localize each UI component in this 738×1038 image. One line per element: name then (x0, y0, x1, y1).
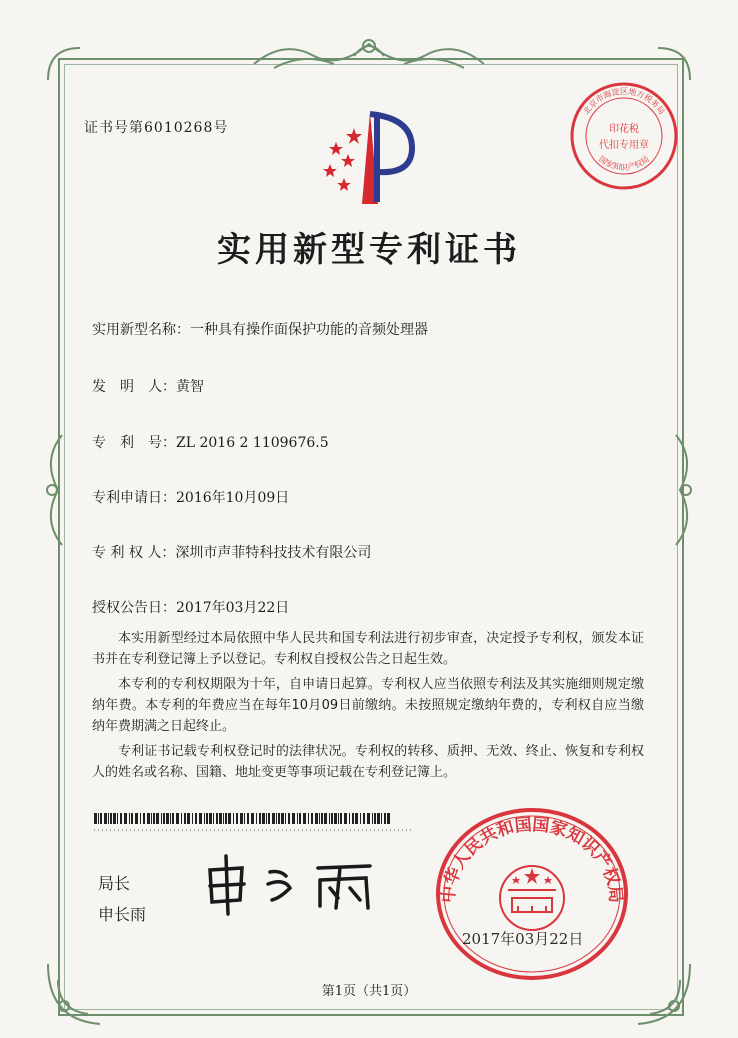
seal-date: 2017年03月22日 (462, 930, 584, 948)
barcode-bar (276, 813, 277, 824)
barcode-bar (206, 813, 208, 824)
barcode-bar (311, 813, 313, 824)
barcode-bar (262, 813, 265, 824)
barcode-bar (259, 813, 261, 824)
barcode-bar (94, 813, 97, 824)
tax-stamp-seal (568, 80, 680, 192)
barcode-bar (124, 813, 127, 824)
right-ornament (670, 430, 700, 550)
tax-stamp-ring-path: 北京市海淀区地方税务局 (581, 87, 667, 117)
patent-number-label: 专 利 号： (92, 435, 176, 451)
field-utility-name (92, 319, 428, 339)
barcode-bar (187, 813, 190, 824)
barcode-bar (329, 813, 330, 824)
barcode-bar (135, 813, 138, 824)
barcode-bar (120, 813, 122, 824)
top-ornament (244, 34, 494, 74)
barcode-bar (319, 813, 320, 824)
certificate-number: 证书号第6010268号 (84, 120, 229, 136)
barcode-bar (117, 813, 118, 824)
barcode-bar (355, 813, 358, 824)
inventor-value: 黄智 (176, 379, 204, 395)
barcode-bar (352, 813, 354, 824)
barcode-bar (344, 813, 347, 824)
barcode-bar (225, 813, 227, 824)
barcode-bar (292, 813, 295, 824)
seal-ring-path: 中华人民共和国国家知识产权局 (438, 814, 626, 904)
grant-date-label: 授权公告日： (92, 600, 176, 616)
body-paragraph-3: 专利证书记载专利权登记时的法律状况。专利权的转移、质押、无效、终止、恢复和专利权人的姓名或名称、国籍、地址变更等事项记载在专利登记簿上。 (92, 744, 644, 780)
barcode-bar (199, 813, 202, 824)
body-paragraph-1: 本实用新型经过本局依照中华人民共和国专利法进行初步审查，决定授予专利权，颁发本证书并在专利登记簿上予以登记。专利权自授权公告之日起生效。 (92, 631, 644, 667)
barcode-bar (281, 813, 284, 824)
corner-ornament-tr (654, 44, 694, 84)
patent-number-value: ZL 2016 2 1109676.5 (176, 435, 329, 451)
tax-stamp-center-line1: 印花税 (609, 124, 639, 135)
signatory-name: 申长雨 (98, 905, 147, 924)
barcode-bar (288, 813, 290, 824)
tax-stamp-center-line2: 代扣专用章 (599, 140, 649, 151)
page-footer: 第1页（共1页） (321, 984, 417, 999)
barcode-bar (151, 813, 152, 824)
barcode-bar (374, 813, 376, 824)
barcode-bar (113, 813, 116, 824)
barcode-bar (184, 813, 186, 824)
barcode-bar (240, 813, 243, 824)
barcode-bar (108, 813, 109, 824)
utility-name-value: 一种具有操作面保护功能的音频处理器 (190, 322, 428, 338)
corner-ornament-tl (44, 44, 84, 84)
barcode-bar (104, 813, 107, 824)
barcode-bar (209, 813, 212, 824)
certificate-title: 实用新型专利证书 (217, 230, 521, 270)
barcode-bar (334, 813, 337, 824)
barcode-bar (256, 813, 257, 824)
field-inventor (92, 376, 204, 396)
patent-holder-value: 深圳市声菲特科技技术有限公司 (175, 545, 372, 561)
body-paragraph-2: 本专利的专利权期限为十年，自申请日起算。专利权人应当依照专利法及其实施细则规定缴纳年费。本专利的年费应当在每年10月09日前缴纳。未按照规定缴纳年费的，专利权自应当缴纳年费期满之日起终止。 (92, 677, 644, 734)
barcode-bar (166, 813, 169, 824)
field-patent-holder (92, 542, 371, 562)
barcode-bar (321, 813, 323, 824)
barcode-bar (331, 813, 333, 824)
barcode-bar (129, 813, 130, 824)
barcode-bar (163, 813, 165, 824)
barcode-bar (140, 813, 141, 824)
patent-office-logo (308, 108, 418, 208)
barcode-bar (131, 813, 133, 824)
barcode-bar (153, 813, 155, 824)
barcode-bar (338, 813, 339, 824)
patent-office-seal (434, 806, 630, 982)
barcode-bar (223, 813, 224, 824)
barcode-bar (266, 813, 267, 824)
barcode-bar (161, 813, 162, 824)
barcode-bar (147, 813, 150, 824)
application-date-value: 2016年10月09日 (176, 490, 290, 506)
barcode-bar (272, 813, 275, 824)
barcode-bar (195, 813, 197, 824)
application-date-label: 专利申请日： (92, 490, 176, 506)
certificate-body (92, 628, 644, 787)
barcode-bar (100, 813, 102, 824)
barcode-bar (251, 813, 254, 824)
barcode-bar (236, 813, 238, 824)
barcode-bar (219, 813, 222, 824)
barcode-bar (228, 813, 231, 824)
barcode-bar (285, 813, 286, 824)
barcode-bar (247, 813, 249, 824)
dotted-separator (94, 829, 414, 831)
barcode-bar (324, 813, 327, 824)
barcode-bar (213, 813, 214, 824)
barcode-bar (204, 813, 205, 824)
barcode-bar (278, 813, 280, 824)
barcode-bar (360, 813, 361, 824)
barcode-bar (192, 813, 193, 824)
barcode-bar (315, 813, 318, 824)
barcode-bar (349, 813, 350, 824)
grant-date-value: 2017年03月22日 (176, 600, 290, 616)
barcode-bar (377, 813, 380, 824)
field-application-date (92, 487, 289, 507)
tax-stamp-bottom-path: 国家知识产权局 (597, 154, 651, 172)
barcode-bar (268, 813, 270, 824)
inventor-label: 发 明 人： (92, 379, 176, 395)
barcode-bar (303, 813, 306, 824)
barcode-bar (367, 813, 370, 824)
barcode-bar (216, 813, 218, 824)
barcode-bar (181, 813, 182, 824)
barcode-bar (340, 813, 342, 824)
field-grant-date (92, 597, 289, 617)
patent-holder-label: 专 利 权 人： (92, 545, 176, 561)
barcode-bar (176, 813, 179, 824)
barcode-bar (381, 813, 382, 824)
barcode-bar (98, 813, 99, 824)
barcode-bar (170, 813, 171, 824)
barcode-bar (308, 813, 309, 824)
field-patent-number (92, 432, 329, 452)
handwritten-signature (200, 848, 390, 918)
barcode-bar (299, 813, 301, 824)
barcode-bar (297, 813, 298, 824)
barcode-bar (244, 813, 245, 824)
barcode-bar (143, 813, 145, 824)
barcode-bar (372, 813, 373, 824)
barcode (94, 813, 394, 824)
barcode-bar (110, 813, 112, 824)
barcode-bar (233, 813, 234, 824)
barcode-bar (172, 813, 174, 824)
signatory-title: 局长 (98, 874, 131, 893)
barcode-bar (363, 813, 365, 824)
left-ornament (38, 430, 68, 550)
barcode-bar (156, 813, 159, 824)
barcode-bar (387, 813, 390, 824)
utility-name-label: 实用新型名称： (92, 322, 190, 338)
barcode-bar (384, 813, 386, 824)
